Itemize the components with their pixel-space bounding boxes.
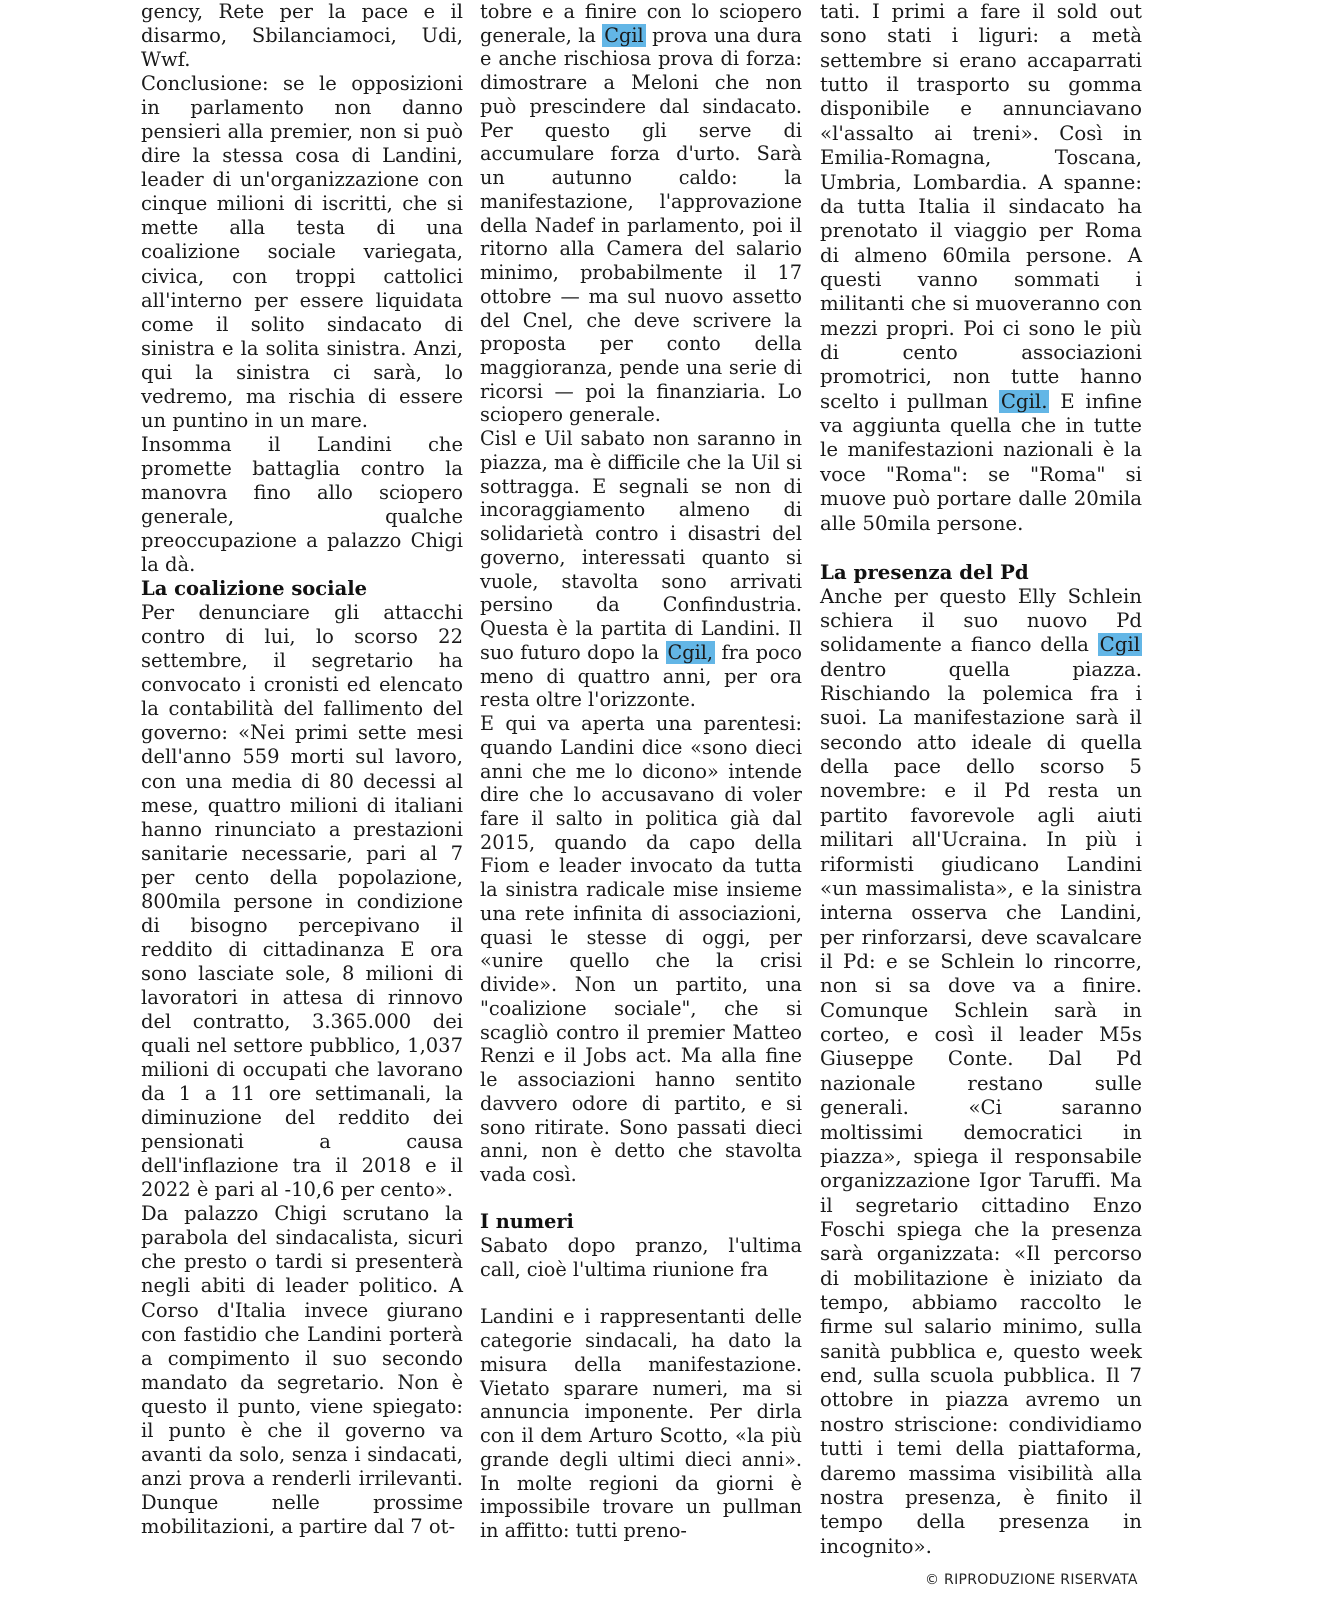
article-column-3: [820, 0, 1142, 1559]
paragraph: Sabato dopo pranzo, l'ultima call, cioè l'ultima riunione fra: [480, 1234, 802, 1281]
paragraph: Per denunciare gli attacchi contro di lui, lo scorso 22 settembre, il segretario ha convocato i cronisti ed elencato la contabilità del fallimento del governo: «Nei primi sette mesi dell'anno 559 morti sul lavoro, con una media di 80 decessi al mese, quattro milioni di italiani hanno rinunciato a prestazioni sanitarie necessarie, pari al 7 per cento della popolazione, 800mila persone in condizione di bisogno percepivano il reddito di cittadinanza E ora sono lasciate sole, 8 milioni di lavoratori in attesa di rinnovo del contratto, 3.365.000 dei quali nel settore pubblico, 1,037 milioni di occupati che lavorano da 1 a 11 ore settimanali, la diminuzione del reddito dei pensionati a causa dell'inflazione tra il 2018 e il 2022 è pari al -10,6 per cento».: [141, 601, 463, 1202]
highlighted-keyword: Cgil: [1099, 633, 1141, 657]
highlighted-keyword: Cgil,: [667, 640, 714, 664]
text-run: Cisl e Uil sabato non saranno in piazza, ma è difficile che la Uil si sottragga. E segnali se non di incoraggiamento almeno di solidarietà contro i disastri del governo, interessati quanto si vuole, stavolta sono arrivati persino da Confindustria. Questa è la partita di Landini. Il suo futuro dopo la: [480, 427, 802, 664]
text-run: tobre e a finire con lo sciopero generale, la: [480, 0, 802, 47]
paragraph: Insomma il Landini che promette battaglia contro la manovra fino allo sciopero generale, qualche preoccupazione a palazzo Chigi la dà.: [141, 432, 463, 577]
paragraph: gency, Rete per la pace e il disarmo, Sbilanciamoci, Udi, Wwf.: [141, 0, 463, 72]
text-run: dentro quella piazza. Rischiando la polemica fra i suoi. La manifestazione sarà il secondo atto ideale di quella della pace dello scorso 5 novembre: e il Pd resta un partito favorevole agli aiuti militari all'Ucraina. In più i riformisti giudicano Landini «un massimalista», e la sinistra interna osserva che Landini, per rinforzarsi, deve scavalcare il Pd: e se Schlein lo rincorre, non si sa dove va a finire. Comunque Schlein sarà in corteo, e così il leader M5s Giuseppe Conte. Dal Pd nazionale restano sulle generali. «Ci saranno moltissimi democratici in piazza», spiega il responsabile organizzazione Igor Taruffi. Ma il segretario cittadino Enzo Foschi spiega che la presenza sarà organizzata: «Il percorso di mobilitazione è iniziato da tempo, abbiamo raccolto le firme sul salario minimo, sulla sanità pubblica e, questo week end, sulla scuola pubblica. Il 7 ottobre in piazza avremo un nostro striscione: condividiamo tutti i temi della piattaforma, daremo massima visibilità alla nostra presenza, è finito il tempo della presenza in incognito».: [820, 657, 1142, 1558]
section-heading-coalizione: La coalizione sociale: [141, 577, 368, 601]
paragraph: Conclusione: se le opposizioni in parlamento non danno pensieri alla premier, non si può dire la stessa cosa di Landini, leader di un'organizzazione con cinque milioni di iscritti, che si mette alla testa di una coalizione sociale variegata, civica, con troppi cattolici all'interno per essere liquidata come il solito sindacato di sinistra e la solita sinistra. Anzi, qui la sinistra ci sarà, lo vedremo, ma rischia di essere un puntino in un mare.: [141, 72, 463, 432]
section-heading-numeri: I numeri: [480, 1210, 574, 1234]
text-run: prova una dura e anche rischiosa prova di forza: dimostrare a Meloni che non può prescindere dal sindacato. Per questo gli serve di accumulare forza d'urto. Sarà un autunno caldo: la manifestazione, l'approvazione della Nadef in parlamento, poi il ritorno alla Camera del salario minimo, probabilmente il 17 ottobre — ma sul nuovo assetto del Cnel, che deve scrivere la proposta per conto della maggioranza, pende una serie di ricorsi — poi la finanziaria. Lo sciopero generale.: [480, 23, 803, 427]
text-run: Anche per questo Elly Schlein schiera il suo nuovo Pd solidamente a fianco della: [820, 584, 1142, 657]
paragraph: [480, 427, 802, 712]
spacer: [480, 1187, 802, 1211]
spacer: [480, 1282, 802, 1306]
paragraph: Da palazzo Chigi scrutano la parabola del sindacalista, sicuri che presto o tardi si presenterà negli abiti di leader politico. A Corso d'Italia invece giurano con fastidio che Landini porterà a compimento il suo secondo mandato da segretario. Non è questo il punto, viene spiegato: il punto è che il governo va avanti da solo, senza i sindacati, anzi prova a renderli irrilevanti. Dunque nelle prossime mobilitazioni, a partire dal 7 ot-: [141, 1202, 463, 1538]
paragraph: Landini e i rappresentanti delle categorie sindacali, ha dato la misura della manifestazione. Vietato sparare numeri, ma si annuncia imponente. Per dirla con il dem Arturo Scotto, «la più grande degli ultimi dieci anni». In molte regioni da giorni è impossibile trovare un pullman in affitto: tutti preno-: [480, 1305, 802, 1542]
paragraph: [820, 585, 1142, 1559]
spacer: [820, 536, 1142, 560]
paragraph: E qui va aperta una parentesi: quando Landini dice «sono dieci anni che me lo dicono» intende dire che lo accusavano di voler fare il salto in politica già dal 2015, quando da capo della Fiom e leader invocato da tutta la sinistra radicale mise insieme una rete infinita di associazioni, quasi le stesse di oggi, per «unire quello che la crisi divide». Non un partito, una "coalizione sociale", che si scagliò contro il premier Matteo Renzi e il Jobs act. Ma alla fine le associazioni hanno sentito davvero odore di partito, e si sono ritirate. Sono passati dieci anni, non è detto che stavolta vada così.: [480, 712, 802, 1186]
text-run: E infine va aggiunta quella che in tutte le manifestazioni nazionali è la voce "Roma": se "Roma" si muove può portare dalle 20mila alle 50mila persone.: [820, 389, 1143, 535]
highlighted-keyword: Cgil: [604, 23, 644, 47]
article-column-2: [480, 0, 802, 1543]
text-run: fra poco meno di quattro anni, per ora resta oltre l'orizzonte.: [480, 640, 802, 712]
paragraph: [480, 0, 802, 427]
section-heading-pd: La presenza del Pd: [820, 560, 1029, 585]
article-column-1: [141, 0, 463, 1539]
highlighted-keyword: Cgil.: [1000, 389, 1048, 413]
paragraph: [820, 0, 1142, 536]
copyright-notice: © RIPRODUZIONE RISERVATA: [925, 1572, 1138, 1588]
text-run: tati. I primi a fare il sold out sono stati i liguri: a metà settembre si erano accaparrati tutto il trasporto su gomma disponibile e annunciavano «l'assalto ai treni». Così in Emilia-Romagna, Toscana, Umbria, Lombardia. A spanne: da tutta Italia il sindacato ha prenotato il viaggio per Roma di almeno 60mila persone. A questi vanno sommati i militanti che si muoveranno con mezzi propri. Poi ci sono le più di cento associazioni promotrici, non tutte hanno scelto i pullman: [820, 0, 1142, 413]
